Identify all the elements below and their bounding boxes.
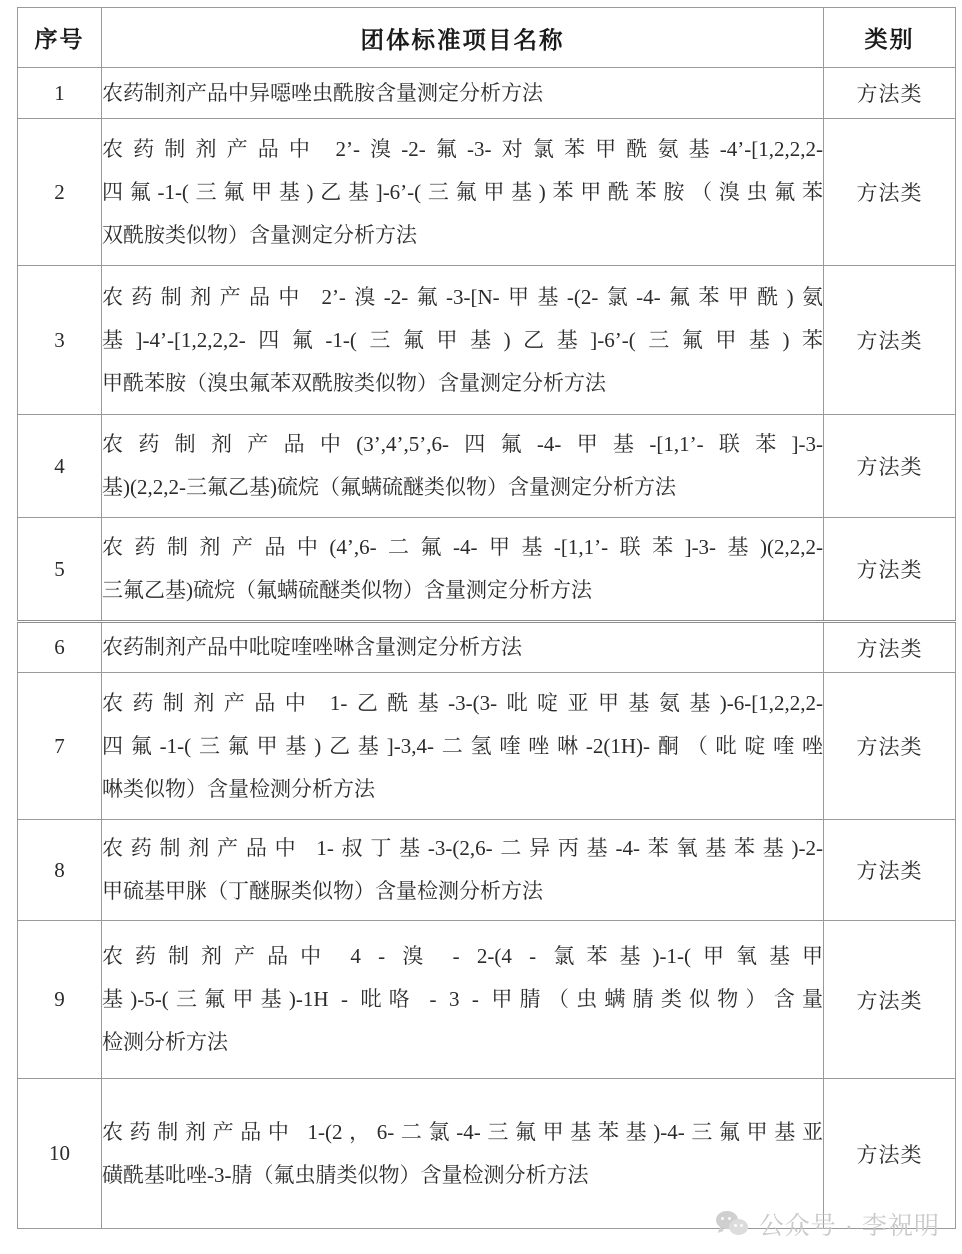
name-line: 农药制剂产品中异噁唑虫酰胺含量测定分析方法 — [102, 80, 543, 105]
name-line: 农药制剂产品中吡啶喹唑啉含量测定分析方法 — [102, 635, 522, 659]
table-row — [18, 820, 956, 921]
table-row — [18, 68, 956, 119]
row-index: 3 — [18, 266, 102, 415]
row-category: 方法类 — [824, 518, 956, 622]
name-line: 磺酰基吡唑-3-腈（氟虫腈类似物）含量检测分析方法 — [102, 1162, 589, 1187]
row-standard-name — [102, 820, 824, 921]
column-header-no: 序号 — [18, 8, 102, 68]
row-category: 方法类 — [824, 68, 956, 119]
column-header-name: 团体标准项目名称 — [102, 8, 824, 68]
name-line: 基]-4’-[1,2,2,2-四氟-1-(三氟甲基)乙基]-6’-(三氟甲基)苯 — [102, 327, 823, 352]
name-line: 四氟-1-(三氟甲基)乙基]-6’-(三氟甲基)苯甲酰苯胺（溴虫氟苯 — [102, 179, 823, 204]
name-line: 农药制剂产品中 1-(2，6-二氯-4-三氟甲基苯基)-4-三氟甲基亚 — [102, 1119, 823, 1144]
name-line: 农药制剂产品中 1-乙酰基-3-(3-吡啶亚甲基氨基)-6-[1,2,2,2- — [102, 690, 823, 715]
name-line: 甲硫基甲脒（丁醚脲类似物）含量检测分析方法 — [102, 879, 543, 903]
row-index: 1 — [18, 68, 102, 119]
row-index: 2 — [18, 119, 102, 266]
name-line: 农药制剂产品中 2’-溴-2-氟-3-[N-甲基-(2-氯-4-氟苯甲酰)氨 — [102, 284, 823, 309]
name-line: 检测分析方法 — [102, 1030, 228, 1054]
row-standard-name — [102, 673, 824, 820]
table-row — [18, 921, 956, 1079]
name-line: 农药制剂产品中 1-叔丁基-3-(2,6-二异丙基-4-苯氧基苯基)-2- — [102, 836, 823, 860]
name-line: 农药制剂产品中 4 - 溴 - 2-(4 - 氯苯基)-1-(甲氧基甲 — [102, 944, 823, 968]
row-category: 方法类 — [824, 673, 956, 820]
row-standard-name — [102, 266, 824, 415]
name-line: 双酰胺类似物）含量测定分析方法 — [102, 222, 417, 247]
row-category: 方法类 — [824, 820, 956, 921]
table-row — [18, 266, 956, 415]
name-line: 甲酰苯胺（溴虫氟苯双酰胺类似物）含量测定分析方法 — [102, 370, 606, 395]
row-category: 方法类 — [824, 266, 956, 415]
row-standard-name — [102, 1079, 824, 1229]
name-line: 四氟-1-(三氟甲基)乙基]-3,4-二氢喹唑啉-2(1H)-酮（吡啶喹唑 — [102, 733, 823, 758]
table-row — [18, 673, 956, 820]
row-index: 8 — [18, 820, 102, 921]
name-line: 三氟乙基)硫烷（氟螨硫醚类似物）含量测定分析方法 — [102, 578, 592, 602]
table-row — [18, 622, 956, 673]
table-row — [18, 1079, 956, 1229]
row-category: 方法类 — [824, 622, 956, 673]
table-row — [18, 415, 956, 518]
name-line: 农药制剂产品中 2’-溴-2-氟-3-对氯苯甲酰氨基-4’-[1,2,2,2- — [102, 136, 823, 161]
row-standard-name — [102, 622, 824, 673]
row-standard-name — [102, 518, 824, 622]
watermark-text: 公众号 · 李祝明 — [758, 1212, 940, 1240]
row-category: 方法类 — [824, 415, 956, 518]
row-index: 9 — [18, 921, 102, 1079]
name-line: 啉类似物）含量检测分析方法 — [102, 776, 375, 801]
row-index: 4 — [18, 415, 102, 518]
name-line: 基)(2,2,2-三氟乙基)硫烷（氟螨硫醚类似物）含量测定分析方法 — [102, 475, 676, 499]
table-row — [18, 119, 956, 266]
row-index: 6 — [18, 622, 102, 673]
row-category: 方法类 — [824, 1079, 956, 1229]
row-index: 5 — [18, 518, 102, 622]
table-row — [18, 518, 956, 622]
row-standard-name — [102, 921, 824, 1079]
row-index: 10 — [18, 1079, 102, 1229]
row-index: 7 — [18, 673, 102, 820]
row-category: 方法类 — [824, 119, 956, 266]
row-category: 方法类 — [824, 921, 956, 1079]
table-body — [18, 68, 956, 1229]
row-standard-name — [102, 119, 824, 266]
name-line: 农药制剂产品中(3’,4’,5’,6-四氟-4-甲基-[1,1’-联苯]-3- — [102, 432, 823, 456]
name-line: 基)-5-(三氟甲基)-1H - 吡咯 - 3 - 甲腈（虫螨腈类似物）含量 — [102, 987, 823, 1011]
name-line: 农药制剂产品中(4’,6-二氟-4-甲基-[1,1’-联苯]-3-基)(2,2,2- — [102, 535, 823, 559]
standards-table — [17, 7, 956, 1229]
table-header-row — [18, 8, 956, 68]
row-standard-name — [102, 415, 824, 518]
row-standard-name — [102, 68, 824, 119]
column-header-category: 类别 — [824, 8, 956, 68]
